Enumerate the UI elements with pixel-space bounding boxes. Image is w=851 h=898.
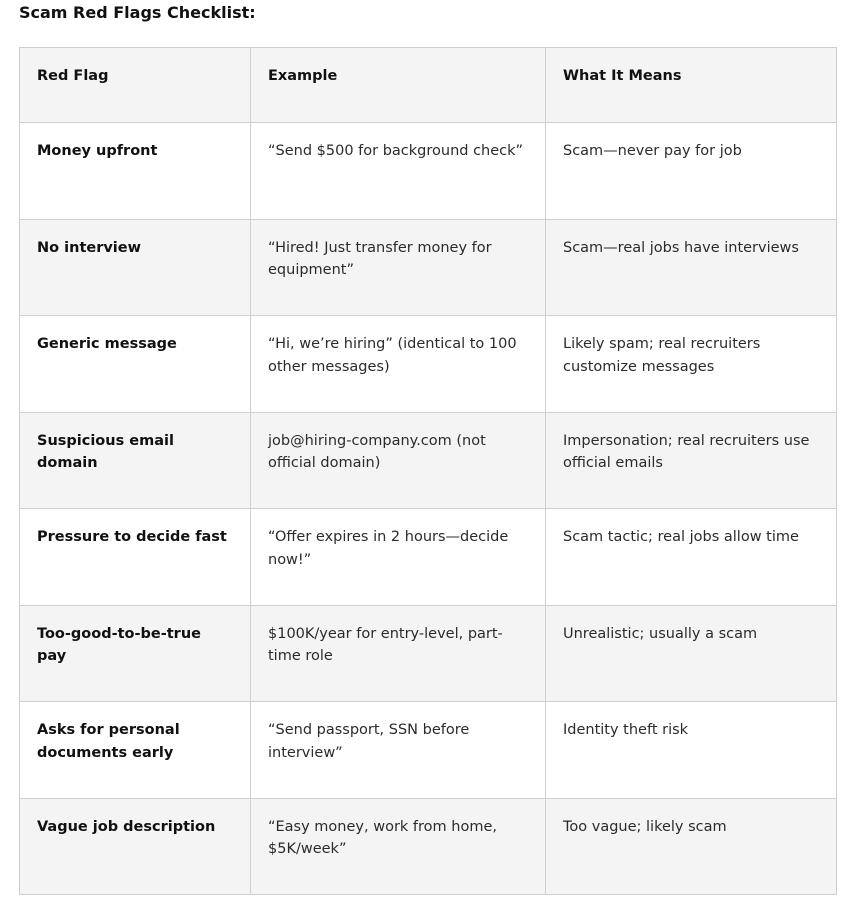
meaning-cell: Too vague; likely scam: [546, 798, 837, 895]
meaning-cell: Likely spam; real recruiters customize messages: [546, 316, 837, 413]
header-example: Example: [251, 48, 546, 123]
meaning-cell: Unrealistic; usually a scam: [546, 605, 837, 702]
table-row: [20, 123, 837, 220]
meaning-cell: Scam—real jobs have interviews: [546, 219, 837, 316]
example-cell: “Offer expires in 2 hours—decide now!”: [251, 509, 546, 606]
example-cell: “Easy money, work from home, $5K/week”: [251, 798, 546, 895]
table-row: [20, 412, 837, 509]
meaning-cell: Scam tactic; real jobs allow time: [546, 509, 837, 606]
example-cell: “Hi, we’re hiring” (identical to 100 other messages): [251, 316, 546, 413]
red-flag-cell: No interview: [20, 219, 251, 316]
table-row: [20, 316, 837, 413]
header-red-flag: Red Flag: [20, 48, 251, 123]
header-what-it-means: What It Means: [546, 48, 837, 123]
example-cell: “Send passport, SSN before interview”: [251, 702, 546, 799]
page-title: Scam Red Flags Checklist:: [19, 3, 256, 22]
example-cell: “Send $500 for background check”: [251, 123, 546, 220]
red-flag-cell: Too-good-to-be-true pay: [20, 605, 251, 702]
red-flags-table: [19, 47, 837, 895]
table-row: [20, 702, 837, 799]
meaning-cell: Identity theft risk: [546, 702, 837, 799]
meaning-cell: Scam—never pay for job: [546, 123, 837, 220]
red-flag-cell: Generic message: [20, 316, 251, 413]
red-flag-cell: Suspicious email domain: [20, 412, 251, 509]
example-cell: “Hired! Just transfer money for equipment”: [251, 219, 546, 316]
red-flag-cell: Vague job description: [20, 798, 251, 895]
red-flag-cell: Money upfront: [20, 123, 251, 220]
table-row: [20, 509, 837, 606]
example-cell: $100K/year for entry-level, part-time role: [251, 605, 546, 702]
meaning-cell: Impersonation; real recruiters use official emails: [546, 412, 837, 509]
table-row: [20, 605, 837, 702]
table-row: [20, 798, 837, 895]
red-flag-cell: Asks for personal documents early: [20, 702, 251, 799]
table-row: [20, 219, 837, 316]
red-flag-cell: Pressure to decide fast: [20, 509, 251, 606]
example-cell: job@hiring-company.com (not official domain): [251, 412, 546, 509]
table-header-row: [20, 48, 837, 123]
